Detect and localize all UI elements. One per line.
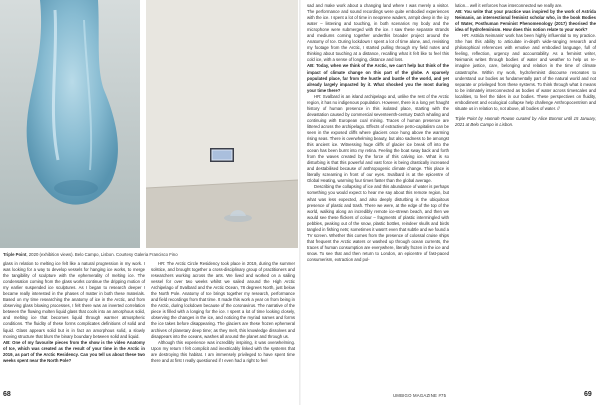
interview-question: AB: One of my favourite pieces from the show is the video Anatomy of Ice, which was created as the result of your time in the Arctic in 2019, as part of the Arctic Residency. Can you tell us about these two weeks spent near the North Pole? xyxy=(3,339,145,363)
left-page-column-1 xyxy=(3,261,145,364)
caption-text: , 2020 (exhibition views). Belo Campo, Lisbon. Courtesy Galeria Francisco Fino xyxy=(26,252,178,257)
gallery-illustration xyxy=(146,0,298,248)
gallery-view-photo xyxy=(146,0,298,248)
interview-question: AB: Today, when we think of the Arctic, we can't help but think of the impact of climate change on this part of the globe. A sparsely populated place, far from the hustle and bustle of the world, and yet already largely impacted by it. What shocked you the most during your time there? xyxy=(307,63,449,93)
body-paragraph: lution... well it enforces how interconnected we really are. xyxy=(455,3,563,8)
right-page-column-1 xyxy=(307,3,449,263)
caption-title: Triple Point xyxy=(3,252,27,257)
image-caption xyxy=(3,252,295,257)
body-paragraph: HR: Svalbard is an island archipelago and, unlike the rest of the Arctic region, it has no indigenous population. However, there is a long yet fraught history of human presence in this isolated place, starting with the devastation caused by commercial seventeenth-century Dutch whaling and continuing with European coal mining. Traces of human presence are littered across the archipelago. Effects of extractive petro-capitalism can be seen in the exposed cliffs where glaciers once hung above the warming rising seas. There is overwhelming beauty, but also sadness to be amongst this ancient ice. Witnessing huge cliffs of glacier ice break off into the ocean has been burnt into my retina. Feeling the boat sway back and forth from the waves created by the force of this calving ice. What is so disturbing is that this powerful and vast force is being drastically increased and destabilised because of anthropogenic climate change. This place is literally screaming in front of our eyes. Svalbard is at the epicentre of Global Heating, warming four times faster than the global average. xyxy=(307,93,449,184)
body-paragraph: sad and make work about a changing land where I was merely a visitor. The performance and sound recordings were quite embodied experiences with the ice. I spent a lot of time in neoprene waders, armpit deep in the icy water – listening and touching, in both scenarios my body and the microphone were submerged with the ice. I saw these separate strands and mediums coming together underthis broader project around the Anatomy of Ice. During lockdown I spent a lot of time alone, and, revisiting my footage from the Arctic, I started pulling through my field notes and thinking about touching at a distance, recalling what it felt like to feel this cold ice, with a sense of longing, distance and loss. xyxy=(307,3,449,63)
page-gutter xyxy=(299,0,301,405)
left-page-column-2 xyxy=(151,261,295,364)
glass-sculpture-illustration xyxy=(0,0,140,248)
page-number-right: 69 xyxy=(584,391,592,398)
body-paragraph: Although this experience was incredibly inspiring, it was overwhelming. Upon my return I felt complicit and inextricably linked with the systems that are destroying this habitat. I am immensely privileged to have spent time there and at first I really questioned if I even had a right to feel xyxy=(151,339,295,363)
body-paragraph: HR: The Arctic Circle Residency took place in 2019, during the summer solstice, and brought together a cross-disciplinary group of practitioners and researchers working across the arts. We lived and worked on a sailing vessel for over two weeks whilst we sailed around the High Arctic Archipelago of Svalbard and the Arctic Ocean, 78 degrees North, just below the North Pole. Anatomy of Ice brings together my research, performance and field recordings from that time. It made this work a year on from being in the Arctic, during lockdown because of the coronavirus. The narrative of the piece is filled with a longing for the ice. I spent a lot of time looking closely, observing the changes in the ice, and noticing the myriad names and forms the ice takes before disappearing. The glaciers are these frozen ephemeral archives of planetary deep time; as they melt, this knowledge dissolves and disappears into the oceans, washes all around the planet and through us. xyxy=(151,261,295,339)
body-paragraph: glass in relation to melting ice felt like a natural progression in my work. I was looking for a way to develop vessels for hanging ice works, to merge the tangibility of sculpture with the ephemerality of melting ice. The condensation coming from the glass works continue the dripping motion of my earlier suspended ice sculptures. As I began to research deeper I became really interested in the phases of matter in both these materials. Based on my time researching the anatomy of ice in the Arctic, and from observing glass blowing processes, I felt there was an inverted correlation between the flowing molten liquid glass that cools into an amorphous solid, and melting ice that becomes liquid through warmer atmospheric conditions. The fluidity of these forms complicates definitions of solid and liquid. Glass appears solid but is in fact an amorphous solid, a slowly moving structure that blurs the binary boundary between solid and liquid. xyxy=(3,261,145,339)
body-paragraph: HR: Astrida Neimanis' work has been highly influential to my practice. She has this ability to articulate in-depth wide-ranging research and philosophical references with emotive and embodied language, full of feeling, reflection, urgency and accountability. As a feminist writer, Neimanis writes through bodies of water and weather to help us re-imagine justice, care, belonging and relation in the time of climate catastrophe. Within my work, hydrofeminist discourse resonates to understand our bodies as fundamentally part of the natural world and not separate or privileged from these systems. To think through what it means to be intimately interconnected as bodies of water across timescales and localities, to feel the tides in our bodies. These perspectives on fluidity, embodiment and ecological collapse help challenge Anthropocentrism and situate us in relation to, not above, all bodies of water. // xyxy=(455,33,596,111)
interview-question: AB: You write that your practice was inspired by the work of Astrida Neimanis, an intersectional feminist scholar who, in the book Bodies of Water, Posthuman Feminist Phenomenology (2017) theorised the idea of hydrofeminism. How does this notion relate to your work? xyxy=(455,9,596,33)
page-number-left: 68 xyxy=(3,391,11,398)
exhibition-credit: Triple Point by Hannah Rowan curated by Alice Bonnot until 15 January, 2021 at Belo Campo in Lisbon. xyxy=(455,115,596,127)
body-paragraph: Describing the collapsing of ice and this abundance of water is perhaps something you would expect to hear me say about this remote region, but what was less expected, and also deeply disturbing is the ubiquitous presence of plastic and trash. There we were, at the edge of the top of the world, walking along an incredibly remote ice-strewn beach, and then we would see these flickers of colour – fragments of plastic intermingled with pebbles, peaking out of the snow, plastic bottles, reindeer skulls and birds tangled in fishing nets; sometimes it wasn't even that subtle and we found a TV screen. Whether this comes from the presence of colossal cruise ships that frequent the Arctic waters or washed up through ocean currents, the traces of human consumption are everywhere, literally frozen in the ice and snow. To see that and then return to London, an epicentre of fast-paced consumerism, extraction and pol- xyxy=(307,184,449,262)
right-page-column-2 xyxy=(455,3,596,128)
magazine-running-title: UMBIGO MAGAZINE #75 xyxy=(393,393,447,398)
glass-sculpture-photo xyxy=(0,0,140,248)
